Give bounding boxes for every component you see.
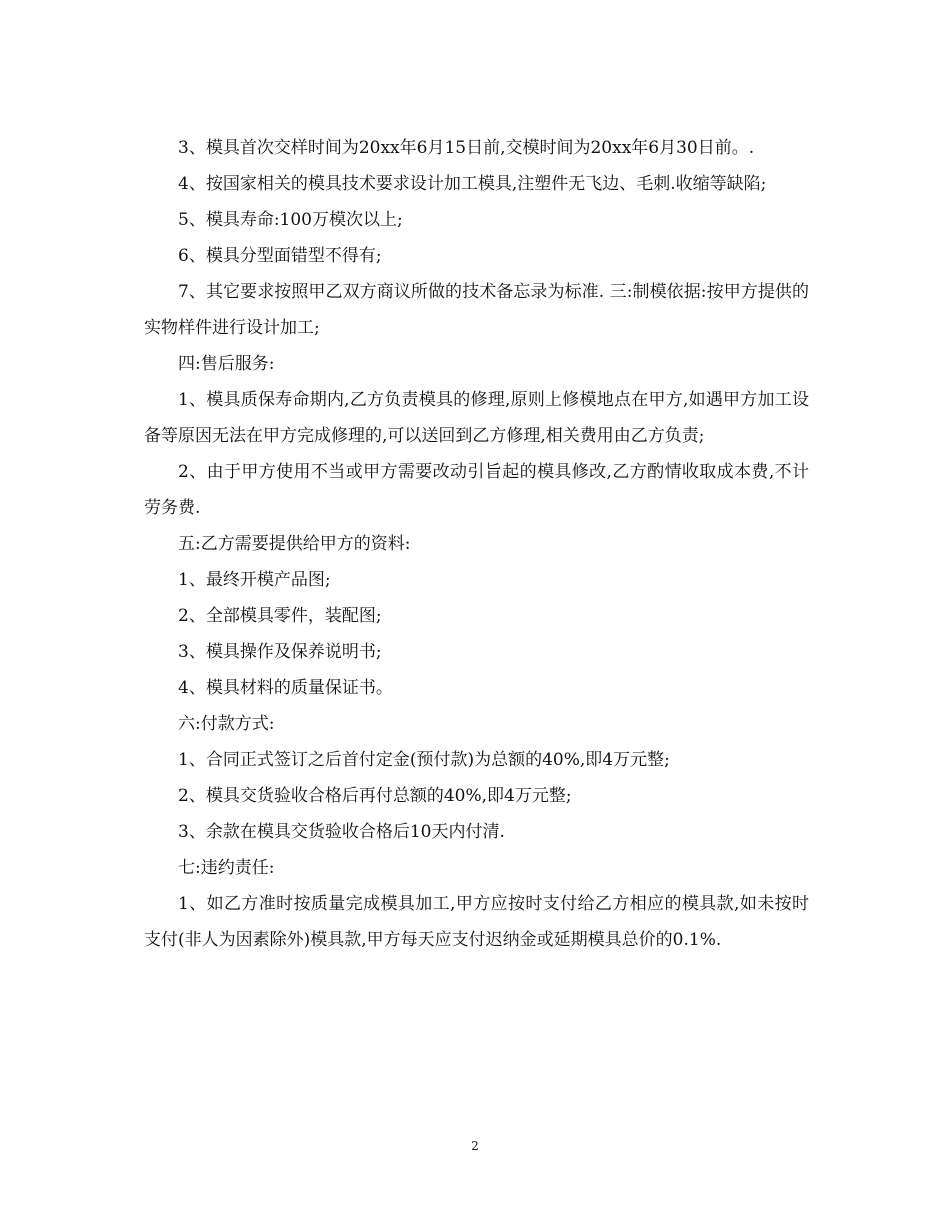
list-item: 1、合同正式签订之后首付定金(预付款)为总额的40%,即4万元整; xyxy=(178,750,670,770)
paragraph: 1、如乙方准时按质量完成模具加工,甲方应按时支付给乙方相应的模具款,如未按时支付(非人为因素除外)模具款,甲方每天应支付迟纳金或延期模具总价的0.1%. xyxy=(144,894,809,950)
section-heading: 七:违约责任: xyxy=(178,858,275,878)
list-item: 2、模具交货验收合格后再付总额的40%,即4万元整; xyxy=(178,786,572,806)
list-item: 4、模具材料的质量保证书。 xyxy=(178,678,393,698)
paragraph: 1、模具质保寿命期内,乙方负责模具的修理,原则上修模地点在甲方,如遇甲方加工设备等原因无法在甲方完成修理的,可以送回到乙方修理,相关费用由乙方负责; xyxy=(144,390,809,446)
page-number: 2 xyxy=(471,1139,479,1153)
section-heading: 五:乙方需要提供给甲方的资料: xyxy=(178,534,411,554)
paragraph: 6、模具分型面错型不得有; xyxy=(178,246,382,266)
section-heading: 六:付款方式: xyxy=(178,714,275,734)
paragraph: 3、模具首次交样时间为20xx年6月15日前,交模时间为20xx年6月30日前。. xyxy=(178,138,755,158)
list-item: 3、余款在模具交货验收合格后10天内付清. xyxy=(178,822,505,842)
section-heading: 四:售后服务: xyxy=(178,354,275,374)
document-body xyxy=(144,130,809,958)
paragraph: 7、其它要求按照甲乙双方商议所做的技术备忘录为标准. 三:制模依据:按甲方提供的实物样件进行设计加工; xyxy=(144,282,809,338)
list-item: 1、最终开模产品图; xyxy=(178,570,331,590)
paragraph: 4、按国家相关的模具技术要求设计加工模具,注塑件无飞边、毛刺.收缩等缺陷; xyxy=(178,174,767,194)
list-item: 3、模具操作及保养说明书; xyxy=(178,642,382,662)
list-item: 2、全部模具零件，装配图; xyxy=(178,606,382,626)
paragraph: 2、由于甲方使用不当或甲方需要改动引旨起的模具修改,乙方酌情收取成本费,不计劳务费. xyxy=(144,462,809,518)
paragraph: 5、模具寿命:100万模次以上; xyxy=(178,210,403,230)
